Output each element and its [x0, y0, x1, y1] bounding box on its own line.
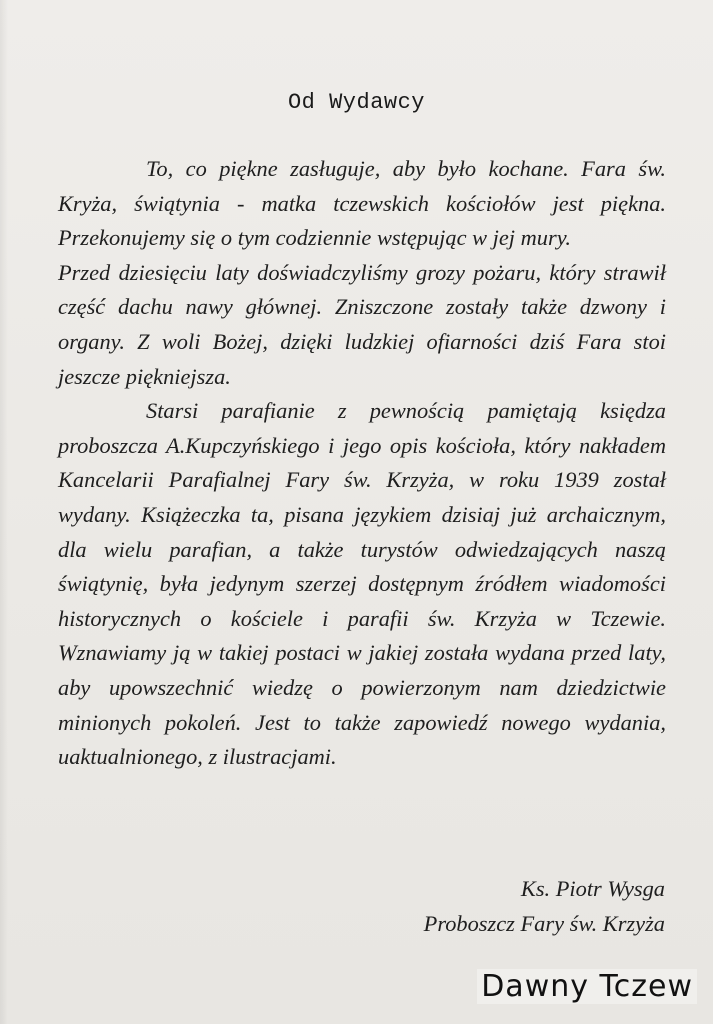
signature-role: Proboszcz Fary św. Krzyża [423, 910, 665, 936]
paragraph-2: Przed dziesięciu laty doświadczyliśmy grozy pożaru, który strawił część dachu nawy głównej. Zniszczone zostały także dzwony i organy. Z woli Bożej, dzięki ludzkiej ofiarności dziś Fara stoi jeszcze piękniejsza. [58, 259, 666, 389]
signature-name: Ks. Piotr Wysga [520, 876, 665, 901]
paragraph-3: Starsi parafianie z pewnością pamiętają księdza proboszcza A.Kupczyńskiego i jego opis kościoła, który nakładem Kancelarii Parafialnej Fary św. Krzyża, w roku 1939 został wydany. Książeczka ta, pisana językiem dzisiaj już archaicznym, dla wielu parafian, a także turystów odwiedzających naszą świątynię, była jedynym szerzej dostępnym źródłem wiadomości historycznych o kościele i parafii św. Krzyża w Tczewie. Wznawiamy ją w takiej postaci w jakiej została wydana przed laty, aby upowszechnić wiedzę o powierzonym nam dziedzictwie minionych pokoleń. Jest to także zapowiedź nowego wydania, uaktualnionego, z ilustracjami. [58, 398, 666, 770]
paragraph-1: To, co piękne zasługuje, aby było kochane. Fara św. Kryża, świątynia - matka tczewskich kościołów jest piękna. Przekonujemy się o tym codziennie wstępując w jej mury. [58, 156, 666, 251]
watermark-label: Dawny Tczew [477, 969, 697, 1004]
page-edge-shadow [0, 0, 8, 1024]
document-title: Od Wydawcy [287, 90, 426, 115]
document-body [58, 152, 666, 775]
signature-block [424, 872, 665, 941]
